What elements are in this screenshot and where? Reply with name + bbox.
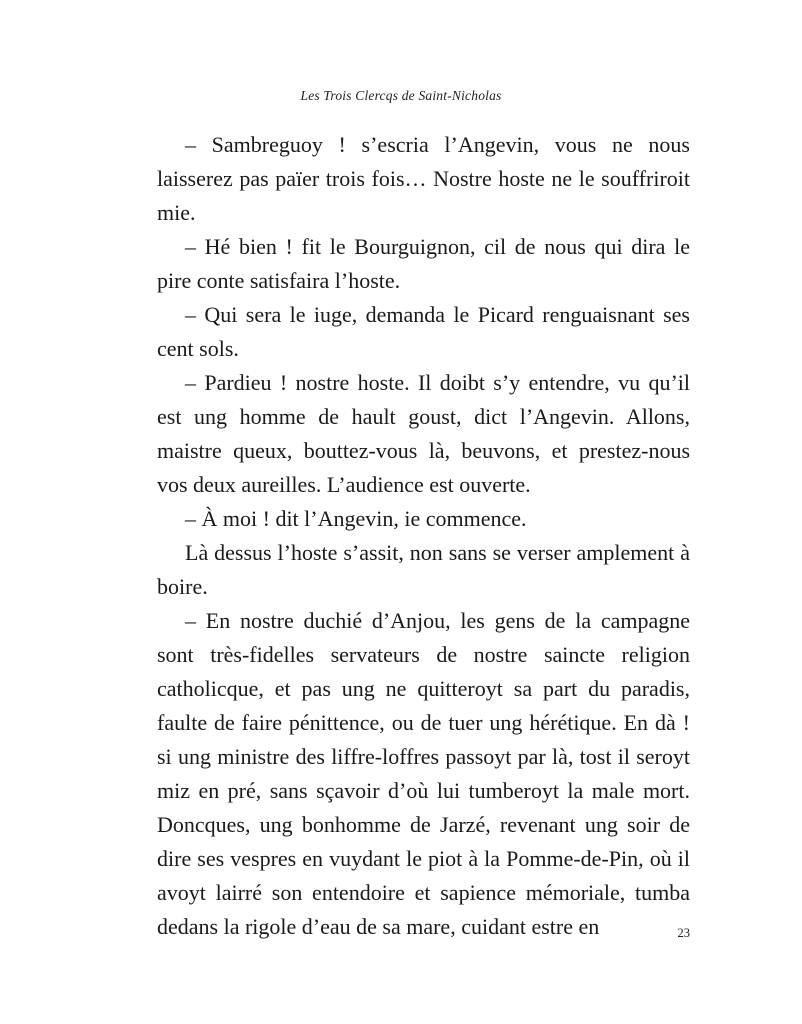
paragraph: – Qui sera le iuge, demanda le Picard renguaisnant ses cent sols. (157, 302, 690, 361)
paragraph: – En nostre duchié d’Anjou, les gens de la campagne sont très-fidelles servateurs de nostre saincte religion catholicque, et pas ung ne quitteroyt sa part du paradis, faulte de faire pénittence, ou de tuer ung hérétique. En dà ! si ung ministre des liffre-loffres passoyt par là, tost il seroyt miz en pré, sans sçavoir d’où lui tumberoyt la male mort. Doncques, ung bonhomme de Jarzé, revenant ung soir de dire ses vespres en vuydant le piot à la Pomme-de-Pin, où il avoyt lairré son entendoire et sapience mémoriale, tumba dedans la rigole d’eau de sa mare, cuidant estre en (157, 608, 690, 939)
body-text (157, 128, 690, 944)
page-number: 23 (677, 926, 690, 940)
running-head: Les Trois Clercqs de Saint-Nicholas (300, 88, 502, 103)
paragraph: Là dessus l’hoste s’assit, non sans se verser amplement à boire. (157, 540, 690, 599)
paragraph: – À moi ! dit l’Angevin, ie commence. (185, 506, 527, 531)
paragraph: – Hé bien ! fit le Bourguignon, cil de nous qui dira le pire conte satisfaira l’hoste. (157, 234, 690, 293)
paragraph: – Sambreguoy ! s’escria l’Angevin, vous ne nous laisserez pas païer trois fois… Nostre hoste ne le souffriroit mie. (157, 132, 690, 225)
paragraph: – Pardieu ! nostre hoste. Il doibt s’y entendre, vu qu’il est ung homme de hault goust, dict l’Angevin. Allons, maistre queux, bouttez-vous là, beuvons, et prestez-nous vos deux aureilles. L’audience est ouverte. (157, 370, 690, 497)
